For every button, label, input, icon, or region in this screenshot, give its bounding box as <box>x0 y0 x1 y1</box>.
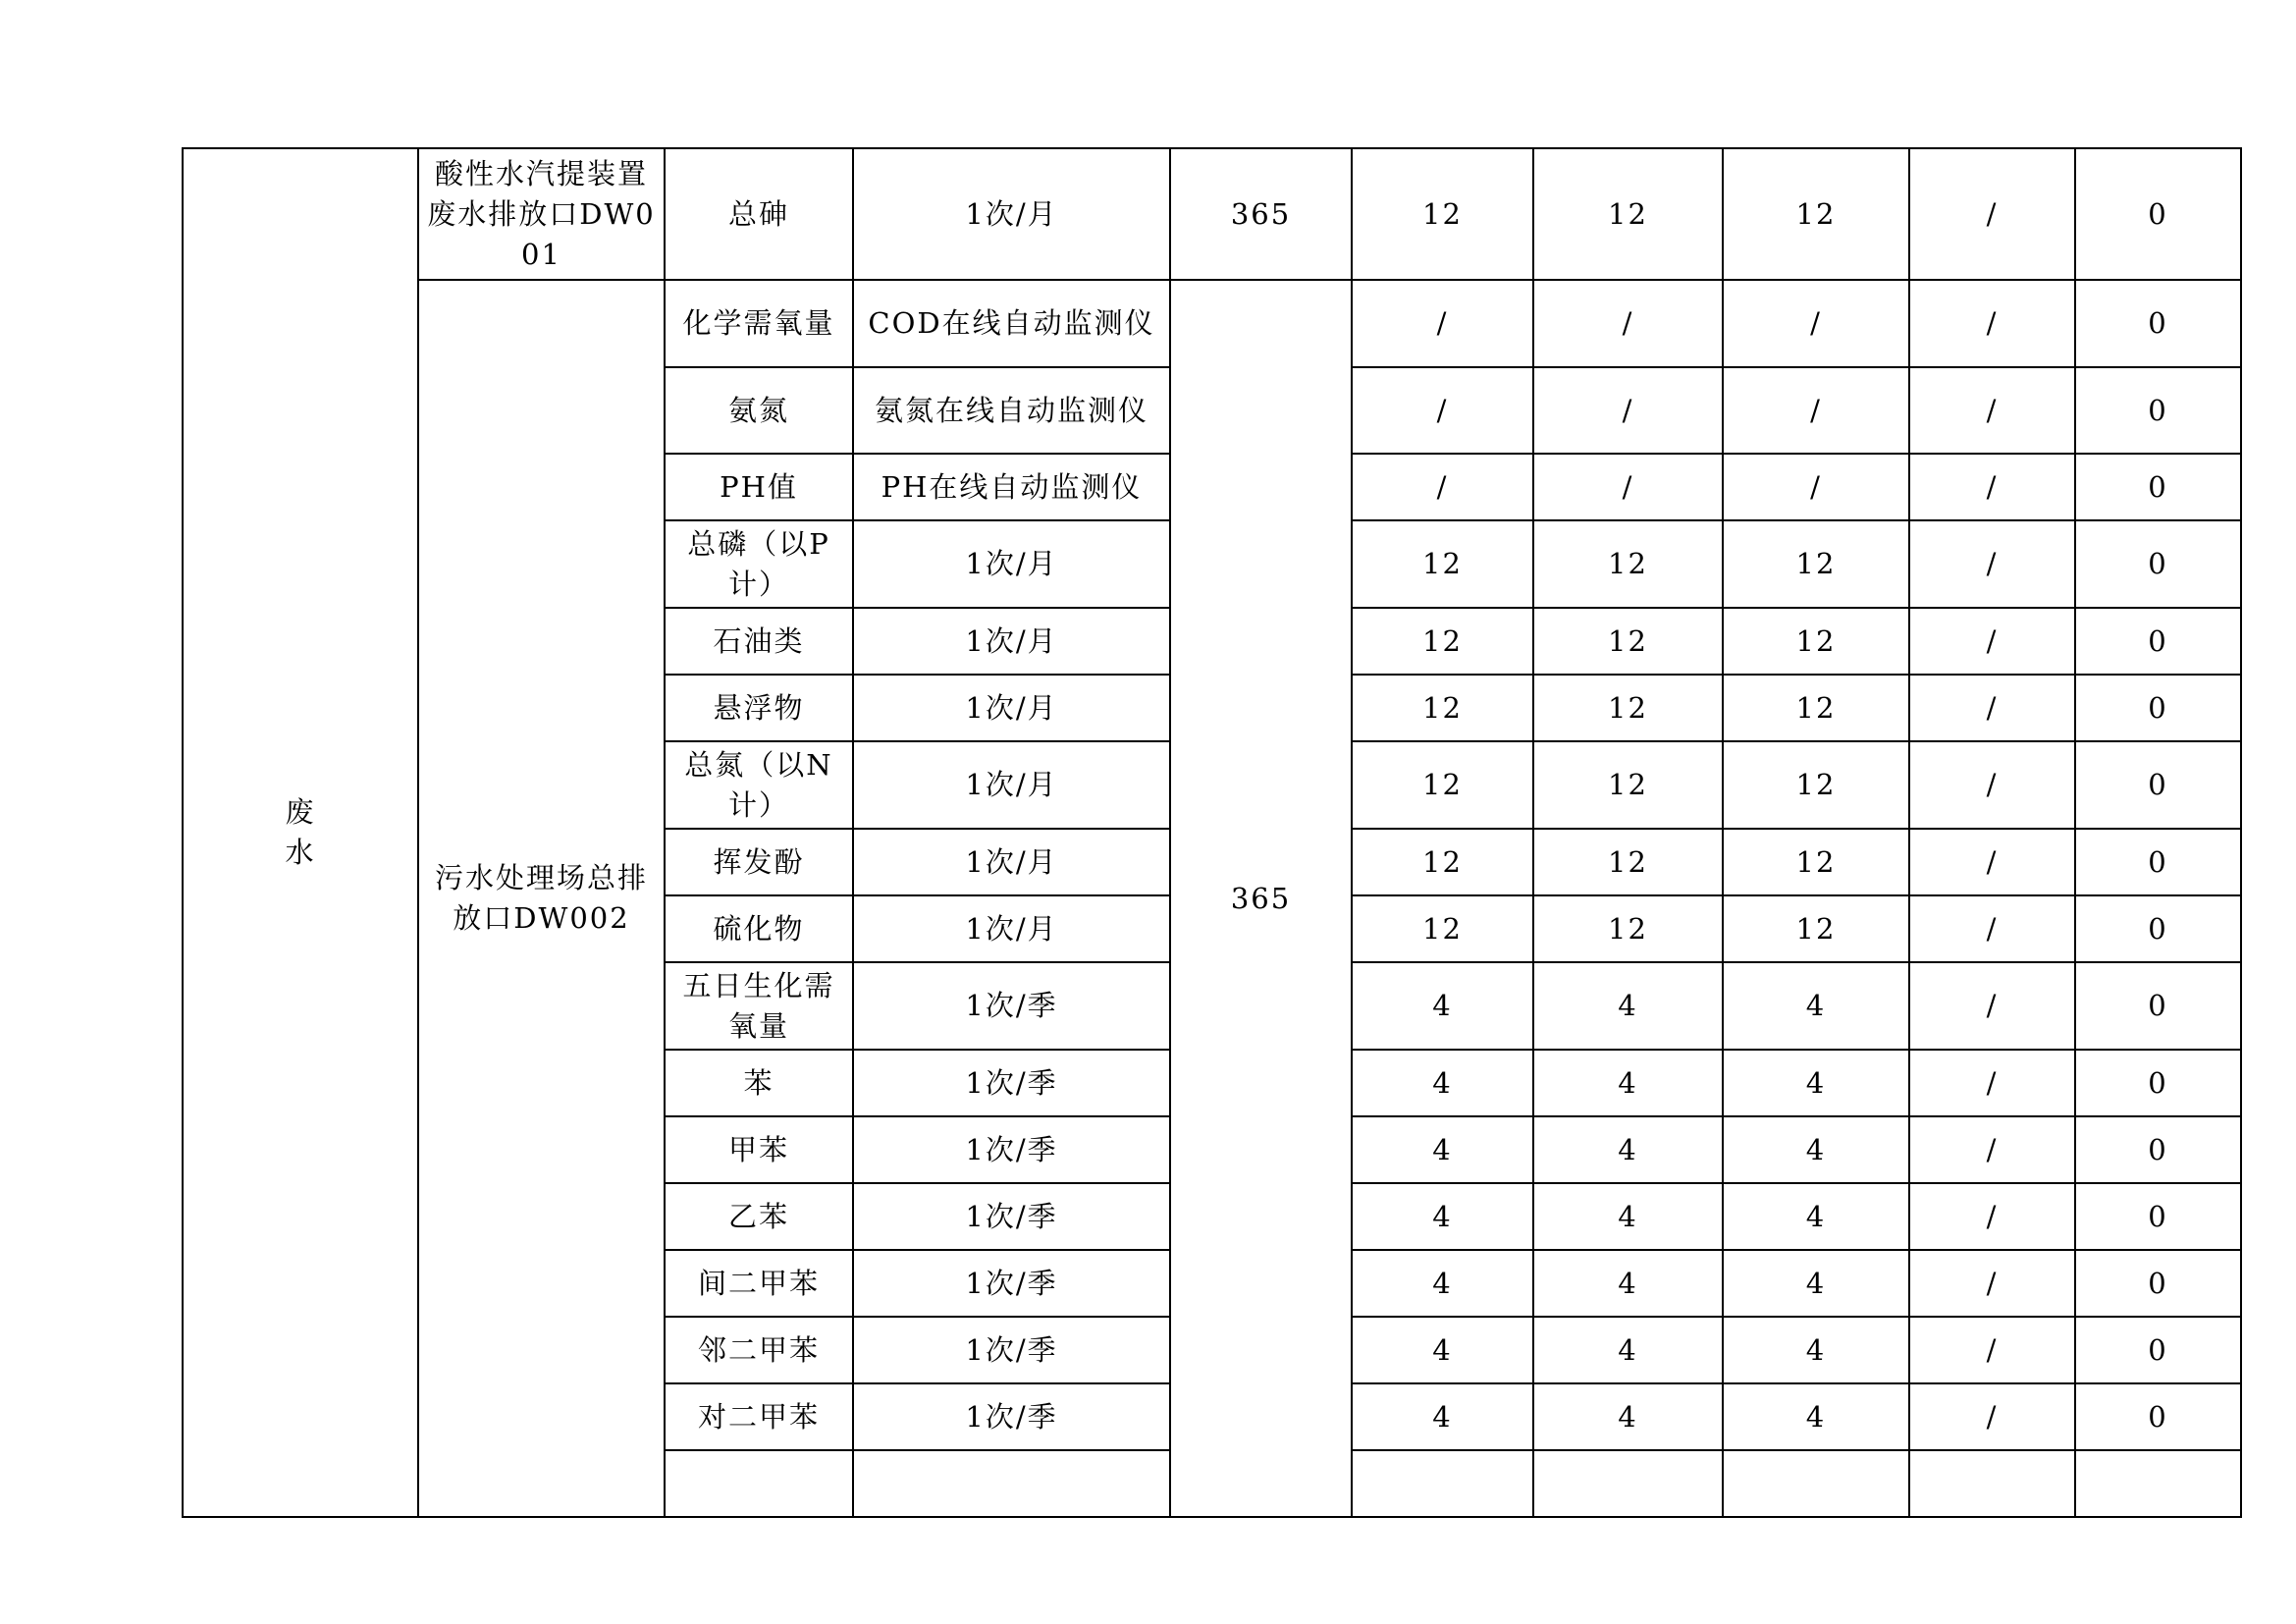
wastewater-monitoring-table <box>182 147 2242 1518</box>
value-cell-1: 4 <box>1352 962 1533 1050</box>
value-cell-2: / <box>1533 454 1723 520</box>
monitor-item: 悬浮物 <box>665 675 853 741</box>
category-char: 水 <box>285 836 316 869</box>
monitor-item: 对二甲苯 <box>665 1383 853 1450</box>
value-cell-1: 12 <box>1352 829 1533 895</box>
value-cell-5: 0 <box>2075 1250 2241 1317</box>
value-cell-2: / <box>1533 367 1723 454</box>
monitor-item: 总砷 <box>665 148 853 280</box>
monitor-item: 化学需氧量 <box>665 280 853 367</box>
monitor-item: PH值 <box>665 454 853 520</box>
value-cell-2: 12 <box>1533 675 1723 741</box>
value-cell-3: 12 <box>1723 829 1909 895</box>
value-cell-1: 12 <box>1352 741 1533 829</box>
monitor-frequency: 1次/月 <box>853 895 1170 962</box>
value-cell-4: / <box>1909 895 2075 962</box>
value-cell-3: 4 <box>1723 1050 1909 1116</box>
monitor-item <box>665 1450 853 1517</box>
value-cell-5: 0 <box>2075 895 2241 962</box>
monitor-item: 石油类 <box>665 608 853 675</box>
monitor-frequency: COD在线自动监测仪 <box>853 280 1170 367</box>
value-cell-2: 4 <box>1533 1183 1723 1250</box>
value-cell-1: 12 <box>1352 895 1533 962</box>
value-cell-2: 4 <box>1533 1050 1723 1116</box>
value-cell-5: 0 <box>2075 1317 2241 1383</box>
value-cell-3: 4 <box>1723 1317 1909 1383</box>
value-cell-5: 0 <box>2075 962 2241 1050</box>
value-cell-5: 0 <box>2075 608 2241 675</box>
monitor-item: 挥发酚 <box>665 829 853 895</box>
monitor-frequency: 1次/季 <box>853 962 1170 1050</box>
value-cell-2: 12 <box>1533 829 1723 895</box>
value-cell-5: 0 <box>2075 829 2241 895</box>
monitor-item: 乙苯 <box>665 1183 853 1250</box>
value-cell-3: 12 <box>1723 520 1909 608</box>
value-cell-5: 0 <box>2075 1383 2241 1450</box>
value-cell-3: 12 <box>1723 608 1909 675</box>
value-cell-4: / <box>1909 1317 2075 1383</box>
value-cell-4: / <box>1909 608 2075 675</box>
monitor-frequency: 1次/季 <box>853 1250 1170 1317</box>
monitor-frequency: 1次/季 <box>853 1317 1170 1383</box>
value-cell-1: 4 <box>1352 1383 1533 1450</box>
monitor-frequency: 氨氮在线自动监测仪 <box>853 367 1170 454</box>
value-cell-2: 12 <box>1533 520 1723 608</box>
value-cell-2 <box>1533 1450 1723 1517</box>
value-cell-3: 12 <box>1723 148 1909 280</box>
value-cell-4: / <box>1909 829 2075 895</box>
monitor-frequency: 1次/月 <box>853 741 1170 829</box>
monitor-days: 365 <box>1170 280 1352 1517</box>
value-cell-3 <box>1723 1450 1909 1517</box>
table-row <box>183 280 2241 367</box>
value-cell-5: 0 <box>2075 367 2241 454</box>
value-cell-1: 4 <box>1352 1050 1533 1116</box>
value-cell-4: / <box>1909 367 2075 454</box>
monitor-frequency: 1次/月 <box>853 520 1170 608</box>
value-cell-5: 0 <box>2075 1183 2241 1250</box>
monitor-days: 365 <box>1170 148 1352 280</box>
value-cell-1: 12 <box>1352 520 1533 608</box>
value-cell-3: 12 <box>1723 741 1909 829</box>
value-cell-3: / <box>1723 367 1909 454</box>
value-cell-4: / <box>1909 1383 2075 1450</box>
value-cell-1: / <box>1352 454 1533 520</box>
value-cell-2: 4 <box>1533 1116 1723 1183</box>
value-cell-2: 4 <box>1533 1250 1723 1317</box>
value-cell-3: 12 <box>1723 675 1909 741</box>
value-cell-1: 4 <box>1352 1183 1533 1250</box>
value-cell-1: / <box>1352 367 1533 454</box>
monitor-frequency: 1次/季 <box>853 1116 1170 1183</box>
value-cell-1 <box>1352 1450 1533 1517</box>
monitor-item: 总磷（以P计） <box>665 520 853 608</box>
value-cell-3: 4 <box>1723 1383 1909 1450</box>
outlet-name: 酸性水汽提装置废水排放口DW001 <box>418 148 665 280</box>
monitor-frequency: 1次/季 <box>853 1183 1170 1250</box>
value-cell-1: 12 <box>1352 148 1533 280</box>
value-cell-2: 4 <box>1533 1383 1723 1450</box>
value-cell-3: / <box>1723 280 1909 367</box>
value-cell-3: 4 <box>1723 1183 1909 1250</box>
value-cell-1: / <box>1352 280 1533 367</box>
value-cell-4: / <box>1909 1250 2075 1317</box>
value-cell-5: 0 <box>2075 1116 2241 1183</box>
value-cell-2: 12 <box>1533 148 1723 280</box>
monitor-frequency: 1次/月 <box>853 608 1170 675</box>
value-cell-3: 12 <box>1723 895 1909 962</box>
value-cell-4: / <box>1909 675 2075 741</box>
value-cell-2: 12 <box>1533 608 1723 675</box>
value-cell-4: / <box>1909 1116 2075 1183</box>
monitor-frequency: 1次/月 <box>853 829 1170 895</box>
value-cell-1: 4 <box>1352 1116 1533 1183</box>
value-cell-3: 4 <box>1723 1116 1909 1183</box>
monitor-item: 甲苯 <box>665 1116 853 1183</box>
value-cell-2: 4 <box>1533 1317 1723 1383</box>
value-cell-5: 0 <box>2075 454 2241 520</box>
value-cell-5 <box>2075 1450 2241 1517</box>
monitor-frequency: 1次/季 <box>853 1383 1170 1450</box>
category-char: 废 <box>285 795 316 829</box>
monitor-item: 氨氮 <box>665 367 853 454</box>
value-cell-5: 0 <box>2075 148 2241 280</box>
monitor-frequency: 1次/月 <box>853 148 1170 280</box>
value-cell-1: 4 <box>1352 1250 1533 1317</box>
value-cell-1: 4 <box>1352 1317 1533 1383</box>
value-cell-3: 4 <box>1723 962 1909 1050</box>
value-cell-4: / <box>1909 454 2075 520</box>
value-cell-4: / <box>1909 1183 2075 1250</box>
value-cell-1: 12 <box>1352 608 1533 675</box>
value-cell-4: / <box>1909 520 2075 608</box>
table-row <box>183 148 2241 280</box>
value-cell-4: / <box>1909 741 2075 829</box>
value-cell-4: / <box>1909 1050 2075 1116</box>
outlet-name: 污水处理场总排放口DW002 <box>418 280 665 1517</box>
value-cell-5: 0 <box>2075 675 2241 741</box>
monitor-item: 五日生化需氧量 <box>665 962 853 1050</box>
monitor-item: 邻二甲苯 <box>665 1317 853 1383</box>
value-cell-2: 4 <box>1533 962 1723 1050</box>
value-cell-4 <box>1909 1450 2075 1517</box>
monitor-frequency <box>853 1450 1170 1517</box>
monitor-frequency: PH在线自动监测仪 <box>853 454 1170 520</box>
value-cell-2: 12 <box>1533 741 1723 829</box>
monitor-frequency: 1次/月 <box>853 675 1170 741</box>
value-cell-5: 0 <box>2075 1050 2241 1116</box>
monitor-item: 苯 <box>665 1050 853 1116</box>
monitor-item: 硫化物 <box>665 895 853 962</box>
value-cell-4: / <box>1909 962 2075 1050</box>
value-cell-2: 12 <box>1533 895 1723 962</box>
value-cell-4: / <box>1909 280 2075 367</box>
value-cell-1: 12 <box>1352 675 1533 741</box>
monitor-item: 间二甲苯 <box>665 1250 853 1317</box>
monitor-item: 总氮（以N计） <box>665 741 853 829</box>
value-cell-4: / <box>1909 148 2075 280</box>
value-cell-3: / <box>1723 454 1909 520</box>
value-cell-5: 0 <box>2075 741 2241 829</box>
value-cell-3: 4 <box>1723 1250 1909 1317</box>
value-cell-2: / <box>1533 280 1723 367</box>
category-cell <box>183 148 418 1517</box>
value-cell-5: 0 <box>2075 280 2241 367</box>
value-cell-5: 0 <box>2075 520 2241 608</box>
monitor-frequency: 1次/季 <box>853 1050 1170 1116</box>
